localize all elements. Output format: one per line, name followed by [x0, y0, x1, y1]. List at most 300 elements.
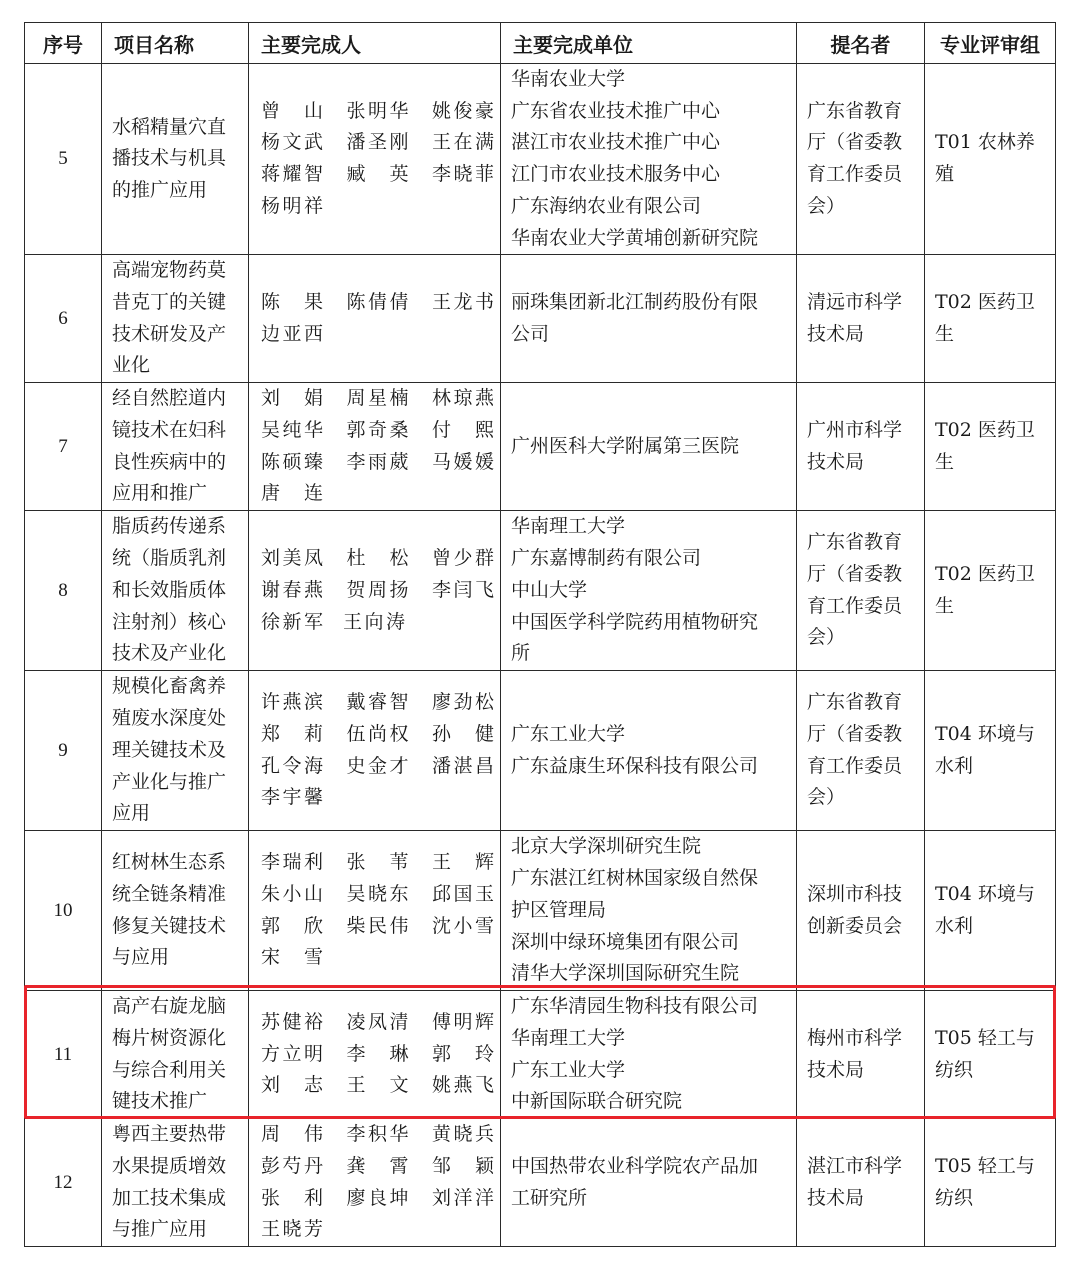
units-cell-line: 广东工业大学: [511, 1058, 626, 1081]
contributors-line: [261, 1070, 494, 1102]
contributors-content: [249, 287, 500, 350]
header-main-units: 主要完成单位: [501, 23, 797, 64]
contributor-name: 王向涛: [343, 610, 405, 633]
review-group-cell-content: [925, 287, 1055, 350]
units-cell-line: 广州医科大学附属第三医院: [511, 434, 740, 457]
nominator-cell-content: [797, 287, 924, 350]
nominator-cell-line: 清远市科学: [807, 291, 903, 314]
contributor-name: 陈硕臻: [261, 450, 323, 473]
contributor-name: 杨文武: [261, 131, 323, 154]
contributors-line: [261, 447, 494, 479]
project-name-cell-content: [102, 255, 248, 382]
project-name-cell-line: 和长效脂质体: [112, 578, 227, 601]
contributor-name: 凌凤清: [346, 1011, 409, 1034]
units-cell-line: 深圳中绿环境集团有限公司: [511, 930, 740, 953]
review-group-cell-line: T02 医药卫: [935, 419, 1035, 442]
table-row: [25, 831, 1056, 991]
nominator-cell-content: [797, 879, 924, 942]
contributor-name: 潘圣刚: [346, 131, 409, 154]
units-cell-content: [501, 64, 796, 254]
project-name-cell-line: 产业化与推广: [112, 770, 227, 793]
project-name-cell-line: 统全链条精准: [112, 883, 227, 906]
contributor-name: 沈小雪: [432, 914, 494, 937]
units-cell-content: [501, 431, 796, 463]
project-name-cell-line: 水果提质增效: [112, 1154, 227, 1177]
project-name-cell-line: 粤西主要热带: [112, 1123, 227, 1146]
contributor-name: 陈 果: [261, 291, 323, 314]
project-name-cell-line: 与推广应用: [112, 1218, 208, 1241]
project-name-cell-line: 脂质药传递系: [112, 515, 227, 538]
units-cell: [501, 511, 797, 671]
review-group-cell-content: [925, 719, 1055, 782]
nominator-cell-line: 育工作委员: [807, 754, 903, 777]
contributor-name: 方立明: [261, 1042, 323, 1065]
contributors-cell: [249, 255, 501, 383]
project-name-cell-line: 技术及产业化: [112, 642, 227, 665]
review-group-cell-line: T04 环境与: [935, 883, 1035, 906]
contributors-line: [261, 127, 494, 159]
project-name-cell-line: 镜技术在妇科: [112, 419, 227, 442]
nominator-cell: [797, 511, 925, 671]
units-cell-content: [501, 719, 796, 782]
contributor-name: 林琼燕: [432, 387, 494, 410]
contributors-line: [261, 543, 494, 575]
nominator-cell-line: 广东省教育: [807, 99, 903, 122]
contributor-name: 刘洋洋: [432, 1186, 494, 1209]
project-name-cell-content: [102, 383, 248, 510]
review-group-cell-line: T01 农林养: [935, 131, 1035, 154]
project-name-cell-line: 业化: [112, 354, 151, 377]
nominator-cell-line: 创新委员会: [807, 914, 903, 937]
units-cell-content: [501, 831, 796, 990]
contributors-cell: [249, 671, 501, 831]
contributor-name: 吴晓东: [346, 883, 409, 906]
units-cell-line: 华南理工大学: [511, 1026, 626, 1049]
table-row: [25, 383, 1056, 511]
contributors-cell: [249, 991, 501, 1119]
project-name-cell: [102, 255, 249, 383]
contributor-name: 曾少群: [432, 547, 494, 570]
units-cell-line: 中山大学: [511, 578, 588, 601]
contributors-line: [261, 751, 494, 783]
nominator-cell-line: 技术局: [807, 450, 865, 473]
contributor-name: 王 文: [346, 1074, 409, 1097]
contributor-name: 郭 玲: [432, 1042, 494, 1065]
nominator-cell: [797, 383, 925, 511]
contributors-line: [261, 911, 494, 943]
contributor-name: 姚燕飞: [432, 1074, 494, 1097]
units-cell-line: 华南农业大学黄埔创新研究院: [511, 226, 759, 249]
nominator-cell: [797, 671, 925, 831]
units-cell-line: 北京大学深圳研究生院: [511, 835, 702, 858]
review-group-cell-content: [925, 415, 1055, 478]
contributor-name: 柴民伟: [346, 914, 409, 937]
contributor-name: 彭芍丹: [261, 1154, 323, 1177]
nominator-cell-line: 厅（省委教: [807, 723, 903, 746]
contributor-name: 廖良坤: [346, 1186, 409, 1209]
project-name-cell: [102, 1119, 249, 1247]
nominator-cell-content: [797, 1023, 924, 1086]
contributor-name: 周 伟: [261, 1123, 323, 1146]
review-group-cell-line: T02 医药卫: [935, 563, 1035, 586]
contributor-name: 史金才: [346, 754, 409, 777]
review-group-cell-line: 生: [935, 450, 955, 473]
contributors-line: [261, 1214, 494, 1246]
units-cell: [501, 255, 797, 383]
nominator-cell-line: 育工作委员: [807, 163, 903, 186]
contributors-line: [261, 159, 494, 191]
contributors-cell: [249, 383, 501, 511]
nominator-cell-line: 会）: [807, 786, 846, 809]
header-review-group: 专业评审组: [925, 23, 1056, 64]
contributor-name: 吴纯华: [261, 419, 323, 442]
project-name-cell-line: 注射剂）核心: [112, 610, 227, 633]
nominator-cell-line: 湛江市科学: [807, 1154, 903, 1177]
contributors-cell: [249, 831, 501, 991]
contributor-name: 张 苇: [346, 851, 409, 874]
review-group-cell: [925, 671, 1056, 831]
contributor-name: 唐 连: [261, 482, 323, 505]
units-cell-line: 工研究所: [511, 1186, 588, 1209]
contributor-name: 孙 健: [432, 723, 494, 746]
header-serial-number: 序号: [25, 23, 102, 64]
contributor-name: 谢春燕: [261, 578, 323, 601]
units-cell-content: [501, 1151, 796, 1214]
units-cell-line: 广东省农业技术推广中心: [511, 99, 721, 122]
review-group-cell-line: 纺织: [935, 1186, 974, 1209]
contributor-name: 戴睿智: [346, 691, 409, 714]
project-name-cell-line: 理关键技术及: [112, 738, 227, 761]
contributor-name: 李雨葳: [346, 450, 409, 473]
project-name-cell-content: [102, 112, 248, 207]
contributor-name: 陈倩倩: [346, 291, 409, 314]
units-cell-line: 广东益康生环保科技有限公司: [511, 754, 759, 777]
contributors-line: [261, 415, 494, 447]
project-name-cell-line: 良性疾病中的: [112, 450, 227, 473]
units-cell-line: 广东嘉博制药有限公司: [511, 547, 702, 570]
contributor-name: 刘 志: [261, 1074, 323, 1097]
units-cell-line: 护区管理局: [511, 898, 607, 921]
project-name-cell-line: 经自然腔道内: [112, 387, 227, 410]
nominator-cell: [797, 991, 925, 1119]
project-name-cell-line: 规模化畜禽养: [112, 675, 227, 698]
contributors-content: [249, 96, 500, 223]
contributors-content: [249, 543, 500, 638]
contributors-cell: [249, 1119, 501, 1247]
contributors-cell: [249, 64, 501, 255]
award-list-page: [24, 22, 1056, 1247]
project-name-cell-content: [102, 991, 248, 1118]
contributor-name: 边亚西: [261, 322, 323, 345]
contributor-name: 周星楠: [346, 387, 409, 410]
units-cell-line: 广东华清园生物科技有限公司: [511, 995, 759, 1018]
contributor-name: 徐新军: [261, 610, 323, 633]
units-cell-line: 所: [511, 642, 531, 665]
contributors-line: [261, 191, 494, 223]
contributor-name: 傅明辉: [432, 1011, 494, 1034]
award-projects-table: [24, 22, 1056, 1247]
review-group-cell: [925, 255, 1056, 383]
contributor-name: 贺周扬: [346, 578, 409, 601]
contributors-line: [261, 478, 494, 510]
nominator-cell-line: 技术局: [807, 322, 865, 345]
nominator-cell: [797, 1119, 925, 1247]
units-cell: [501, 64, 797, 255]
review-group-cell-line: 水利: [935, 914, 974, 937]
nominator-cell-line: 育工作委员: [807, 594, 903, 617]
serial-number-cell: 7: [25, 383, 102, 511]
table-row: [25, 1119, 1056, 1247]
contributor-name: 郑 莉: [261, 723, 323, 746]
nominator-cell-line: 厅（省委教: [807, 131, 903, 154]
table-header-row: [25, 23, 1056, 64]
review-group-cell: [925, 1119, 1056, 1247]
units-cell-line: 广东湛江红树林国家级自然保: [511, 867, 759, 890]
contributors-line: [261, 319, 494, 351]
project-name-cell-line: 高产右旋龙脑: [112, 995, 227, 1018]
nominator-cell-content: [797, 527, 924, 654]
review-group-cell-line: T04 环境与: [935, 723, 1035, 746]
project-name-cell-line: 应用: [112, 802, 151, 825]
units-cell-line: 广东海纳农业有限公司: [511, 194, 702, 217]
contributors-content: [249, 383, 500, 510]
contributor-name: 李 琳: [346, 1042, 409, 1065]
contributors-line: [261, 879, 494, 911]
contributor-name: 杨明祥: [261, 194, 323, 217]
project-name-cell-line: 技术研发及产: [112, 322, 227, 345]
project-name-cell-line: 加工技术集成: [112, 1186, 227, 1209]
contributor-name: 苏健裕: [261, 1011, 323, 1034]
contributors-line: [261, 942, 494, 974]
nominator-cell-content: [797, 687, 924, 814]
project-name-cell-line: 梅片树资源化: [112, 1026, 227, 1049]
contributor-name: 马媛媛: [432, 450, 494, 473]
review-group-cell-line: 殖: [935, 163, 955, 186]
units-cell: [501, 671, 797, 831]
nominator-cell-content: [797, 96, 924, 223]
contributors-line: [261, 1039, 494, 1071]
nominator-cell-line: 广东省教育: [807, 531, 903, 554]
contributors-line: [261, 847, 494, 879]
project-name-cell-line: 高端宠物药莫: [112, 259, 227, 282]
header-nominator: 提名者: [797, 23, 925, 64]
project-name-cell: [102, 383, 249, 511]
contributor-name: 曾 山: [261, 99, 323, 122]
project-name-cell-content: [102, 1119, 248, 1246]
contributor-name: 龚 霄: [346, 1154, 409, 1177]
contributor-name: 蒋耀智: [261, 163, 323, 186]
project-name-cell: [102, 511, 249, 671]
project-name-cell-line: 修复关键技术: [112, 914, 227, 937]
contributor-name: 姚俊豪: [432, 99, 494, 122]
review-group-cell: [925, 831, 1056, 991]
nominator-cell-line: 会）: [807, 626, 846, 649]
nominator-cell-line: 技术局: [807, 1058, 865, 1081]
contributor-name: 李积华: [346, 1123, 409, 1146]
contributor-name: 王在满: [432, 131, 494, 154]
units-cell-line: 中国热带农业科学院农产品加: [511, 1154, 759, 1177]
serial-number-cell: 8: [25, 511, 102, 671]
units-cell-line: 华南农业大学: [511, 68, 626, 90]
project-name-cell-content: [102, 511, 248, 670]
project-name-cell-line: 的推广应用: [112, 178, 208, 201]
contributors-content: [249, 687, 500, 814]
review-group-cell-content: [925, 1151, 1055, 1214]
nominator-cell-line: 梅州市科学: [807, 1026, 903, 1049]
contributor-name: 刘 娟: [261, 387, 323, 410]
contributor-name: 李宇馨: [261, 786, 323, 809]
contributor-name: 张 利: [261, 1186, 323, 1209]
contributors-line: [261, 1151, 494, 1183]
contributors-line: [261, 719, 494, 751]
serial-number-cell: 10: [25, 831, 102, 991]
review-group-cell-line: T05 轻工与: [935, 1154, 1035, 1177]
contributor-name: 潘湛昌: [432, 754, 494, 777]
project-name-cell-line: 统（脂质乳剂: [112, 547, 227, 570]
contributors-line: [261, 782, 494, 814]
contributor-name: 李闫飞: [432, 578, 494, 601]
units-cell: [501, 1119, 797, 1247]
contributor-name: 朱小山: [261, 883, 323, 906]
project-name-cell: [102, 991, 249, 1119]
project-name-cell-line: 昔克丁的关键: [112, 291, 227, 314]
project-name-cell-content: [102, 671, 248, 830]
header-main-contributors: 主要完成人: [249, 23, 501, 64]
nominator-cell-line: 会）: [807, 194, 846, 217]
project-name-cell-line: 与应用: [112, 946, 170, 969]
units-cell-line: 华南理工大学: [511, 515, 626, 538]
nominator-cell-content: [797, 1151, 924, 1214]
table-row: [25, 64, 1056, 255]
contributors-line: [261, 575, 494, 607]
units-cell-line: 中国医学科学院药用植物研究: [511, 610, 759, 633]
units-cell-content: [501, 287, 796, 350]
contributor-name: 孔令海: [261, 754, 323, 777]
review-group-cell-content: [925, 559, 1055, 622]
review-group-cell-line: 生: [935, 322, 955, 345]
serial-number-cell: 6: [25, 255, 102, 383]
table-row: [25, 255, 1056, 383]
project-name-cell-line: 水稻精量穴直: [112, 115, 227, 138]
nominator-cell-line: 广州市科学: [807, 419, 903, 442]
contributors-line: [261, 1183, 494, 1215]
contributors-line: [261, 687, 494, 719]
contributors-line: [261, 287, 494, 319]
project-name-cell-line: 键技术推广: [112, 1090, 208, 1113]
contributor-name: 郭 欣: [261, 914, 323, 937]
contributor-name: 伍尚权: [346, 723, 409, 746]
serial-number-cell: 11: [25, 991, 102, 1119]
contributor-name: 廖劲松: [432, 691, 494, 714]
nominator-cell-line: 厅（省委教: [807, 563, 903, 586]
units-cell-line: 广东工业大学: [511, 723, 626, 746]
review-group-cell: [925, 64, 1056, 255]
review-group-cell-content: [925, 1023, 1055, 1086]
table-row: [25, 991, 1056, 1119]
contributor-name: 李晓菲: [432, 163, 494, 186]
contributor-name: 宋 雪: [261, 946, 323, 969]
header-project-name: 项目名称: [102, 23, 249, 64]
units-cell-content: [501, 511, 796, 670]
contributors-cell: [249, 511, 501, 671]
units-cell: [501, 831, 797, 991]
project-name-cell-line: 红树林生态系: [112, 851, 227, 874]
nominator-cell-line: 技术局: [807, 1186, 865, 1209]
project-name-cell: [102, 671, 249, 831]
project-name-cell-line: 与综合利用关: [112, 1058, 227, 1081]
serial-number-cell: 9: [25, 671, 102, 831]
contributor-name: 杜 松: [346, 547, 409, 570]
nominator-cell: [797, 255, 925, 383]
contributors-line: [261, 383, 494, 415]
units-cell-content: [501, 991, 796, 1118]
nominator-cell: [797, 64, 925, 255]
contributor-name: 付 熙: [432, 419, 494, 442]
units-cell-line: 公司: [511, 322, 550, 345]
contributors-content: [249, 1119, 500, 1246]
project-name-cell: [102, 831, 249, 991]
table-row: [25, 671, 1056, 831]
serial-number-cell: 5: [25, 64, 102, 255]
project-name-cell: [102, 64, 249, 255]
contributor-name: 臧 英: [346, 163, 409, 186]
review-group-cell-content: [925, 127, 1055, 190]
review-group-cell: [925, 383, 1056, 511]
units-cell-line: 江门市农业技术服务中心: [511, 163, 721, 186]
contributor-name: 刘美凤: [261, 547, 323, 570]
contributors-line: [261, 96, 494, 128]
contributors-content: [249, 847, 500, 974]
contributors-content: [249, 1007, 500, 1102]
review-group-cell: [925, 991, 1056, 1119]
contributor-name: 黄晓兵: [432, 1123, 494, 1146]
nominator-cell-line: 深圳市科技: [807, 883, 903, 906]
contributors-line: [261, 607, 494, 639]
nominator-cell-content: [797, 415, 924, 478]
review-group-cell-line: 生: [935, 594, 955, 617]
project-name-cell-line: 应用和推广: [112, 482, 208, 505]
review-group-cell-line: 纺织: [935, 1058, 974, 1081]
units-cell-line: 清华大学深圳国际研究生院: [511, 962, 740, 985]
contributor-name: 许燕滨: [261, 691, 323, 714]
units-cell: [501, 991, 797, 1119]
contributor-name: 王龙书: [432, 291, 494, 314]
project-name-cell-line: 播技术与机具: [112, 147, 227, 170]
nominator-cell: [797, 831, 925, 991]
units-cell-line: 湛江市农业技术推广中心: [511, 131, 721, 154]
review-group-cell: [925, 511, 1056, 671]
contributor-name: 李瑞利: [261, 851, 323, 874]
review-group-cell-line: T02 医药卫: [935, 291, 1035, 314]
project-name-cell-content: [102, 847, 248, 974]
review-group-cell-line: T05 轻工与: [935, 1026, 1035, 1049]
contributors-line: [261, 1007, 494, 1039]
project-name-cell-line: 殖废水深度处: [112, 707, 227, 730]
table-row: [25, 511, 1056, 671]
contributor-name: 邱国玉: [432, 883, 494, 906]
review-group-cell-line: 水利: [935, 754, 974, 777]
contributor-name: 郭奇桑: [346, 419, 409, 442]
contributor-name: 王晓芳: [261, 1218, 323, 1241]
units-cell: [501, 383, 797, 511]
nominator-cell-line: 广东省教育: [807, 691, 903, 714]
table-body: [25, 64, 1056, 1247]
contributor-name: 王 辉: [432, 851, 494, 874]
serial-number-cell: 12: [25, 1119, 102, 1247]
review-group-cell-content: [925, 879, 1055, 942]
contributors-line: [261, 1119, 494, 1151]
contributor-name: 张明华: [346, 99, 409, 122]
